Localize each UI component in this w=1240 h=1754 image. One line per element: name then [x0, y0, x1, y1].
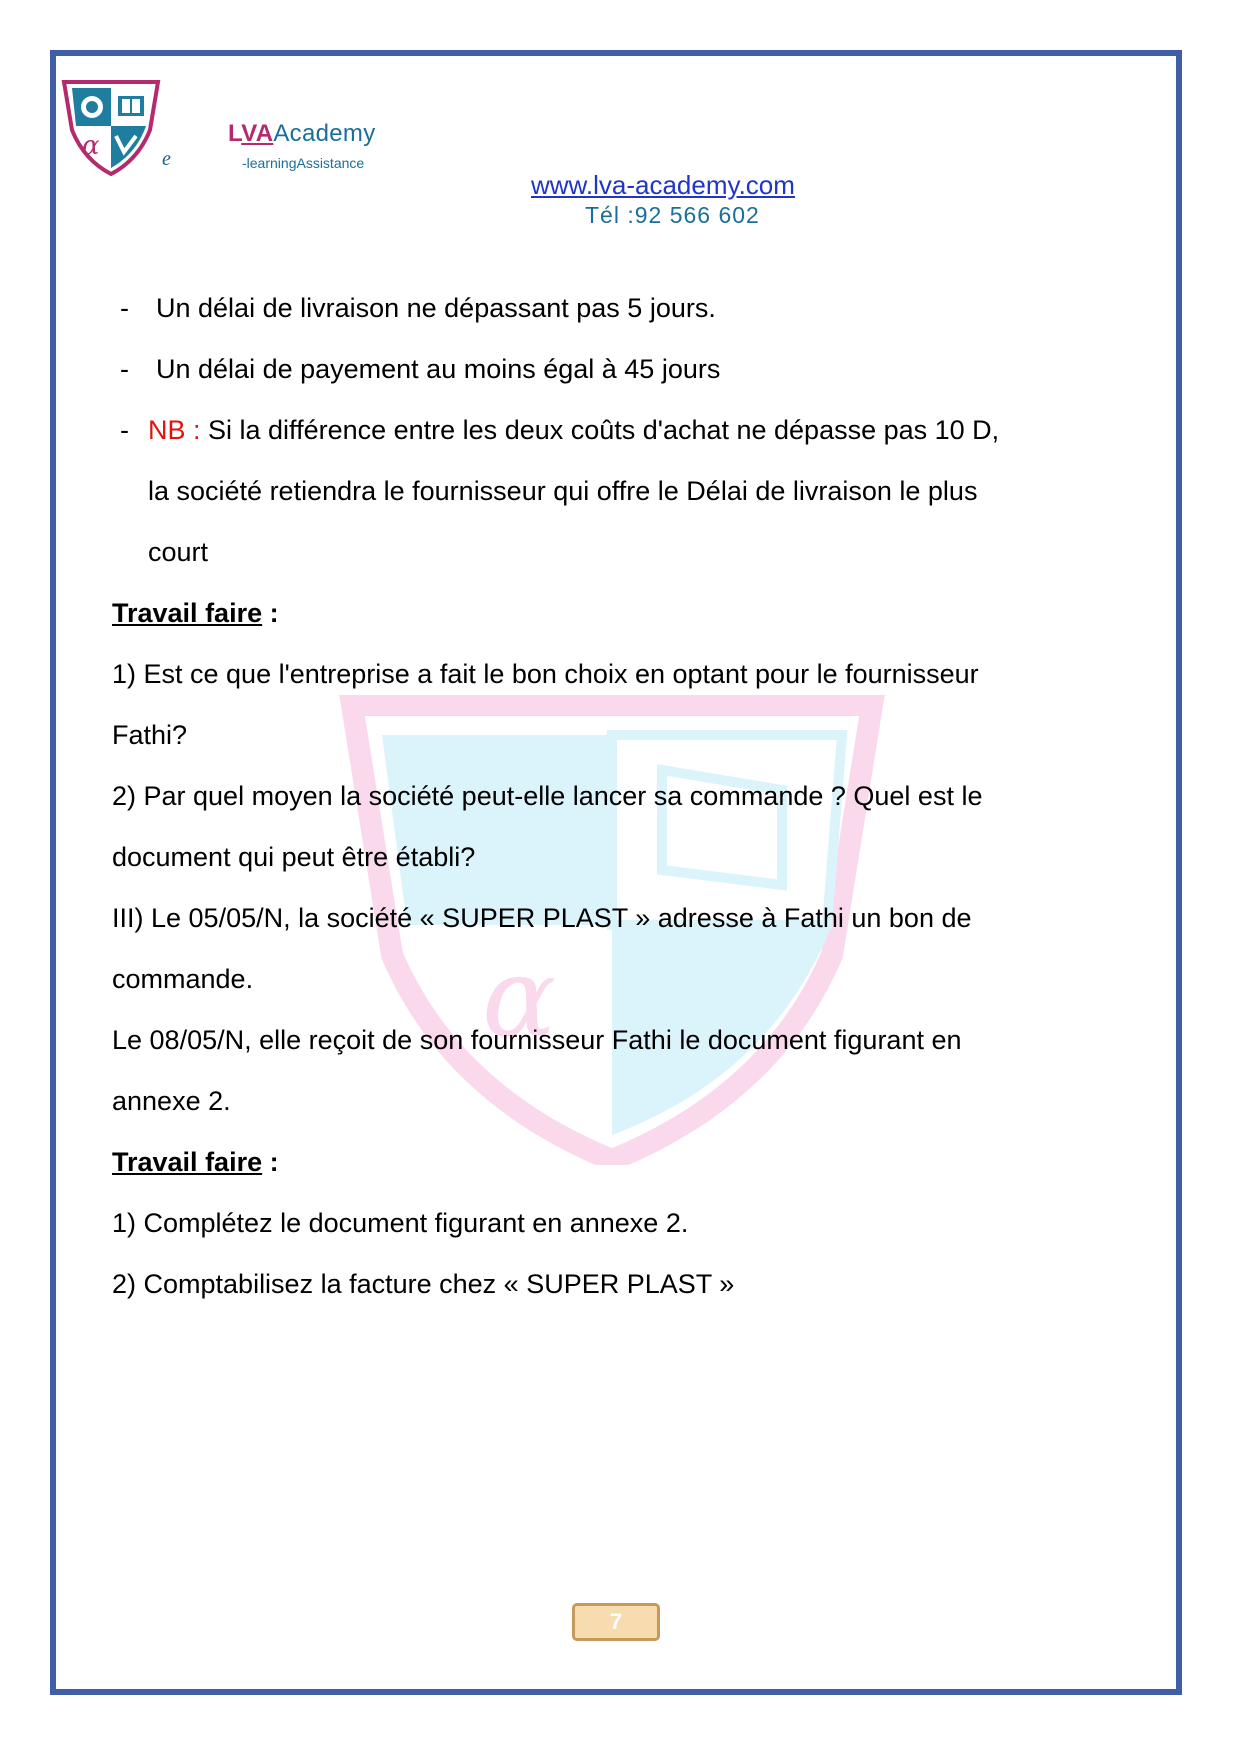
question-1-line-2: Fathi? — [112, 720, 188, 750]
bullet-dash: - — [120, 415, 129, 445]
part-3-line-3: Le 08/05/N, elle reçoit de son fournisseur Fathi le document figurant en — [112, 1025, 962, 1055]
heading-colon: : — [262, 1147, 279, 1177]
brand-lva-rest: VA — [241, 120, 274, 147]
svg-text:α: α — [82, 131, 100, 161]
section-heading — [112, 583, 1122, 644]
section-heading — [112, 1132, 1122, 1193]
lva-logo-icon — [58, 78, 164, 176]
heading-colon: : — [262, 598, 279, 628]
bullet-text: Un délai de livraison ne dépassant pas 5 jours. — [156, 293, 716, 323]
part-3-line-2: commande. — [112, 964, 254, 994]
nb-line-3: court — [148, 537, 209, 567]
part-3-line-4: annexe 2. — [112, 1086, 231, 1116]
bullet-text: Un délai de payement au moins égal à 45 jours — [156, 354, 721, 384]
list-item — [112, 278, 1122, 339]
part-3-line-1: III) Le 05/05/N, la société « SUPER PLAST » adresse à Fathi un bon de — [112, 903, 972, 933]
page-number-badge: 7 — [572, 1603, 660, 1641]
bullet-dash: - — [120, 354, 129, 384]
main-content — [112, 278, 1122, 1315]
svg-text:α: α — [482, 933, 557, 1061]
list-item — [112, 339, 1122, 400]
bullet-dash: - — [120, 293, 129, 323]
website-link[interactable]: www.lva-academy.com — [531, 170, 795, 200]
brand-tagline: -learningAssistance — [242, 155, 365, 171]
task-2: 2) Comptabilisez la facture chez « SUPER PLAST » — [112, 1269, 735, 1299]
logo-e-letter: e — [162, 148, 171, 170]
nb-note — [112, 400, 1122, 461]
brand-prefix: L — [228, 120, 242, 147]
phone-number: Tél :92 566 602 — [585, 202, 760, 228]
task-1: 1) Complétez le document figurant en annexe 2. — [112, 1208, 689, 1238]
heading-text: Travail faire — [112, 1147, 263, 1177]
heading-text: Travail faire — [112, 598, 263, 628]
brand-academy: Academy — [273, 120, 376, 147]
question-1-line-1: 1) Est ce que l'entreprise a fait le bon choix en optant pour le fournisseur — [112, 659, 979, 689]
nb-text: Si la différence entre les deux coûts d'achat ne dépasse pas 10 D, — [200, 415, 1000, 445]
nb-line-2: la société retiendra le fournisseur qui offre le Délai de livraison le plus — [148, 476, 978, 506]
question-2-line-2: document qui peut être établi? — [112, 842, 476, 872]
brand-name — [228, 120, 376, 148]
nb-label: NB : — [148, 415, 201, 445]
question-2-line-1: 2) Par quel moyen la société peut-elle lancer sa commande ? Quel est le — [112, 781, 983, 811]
